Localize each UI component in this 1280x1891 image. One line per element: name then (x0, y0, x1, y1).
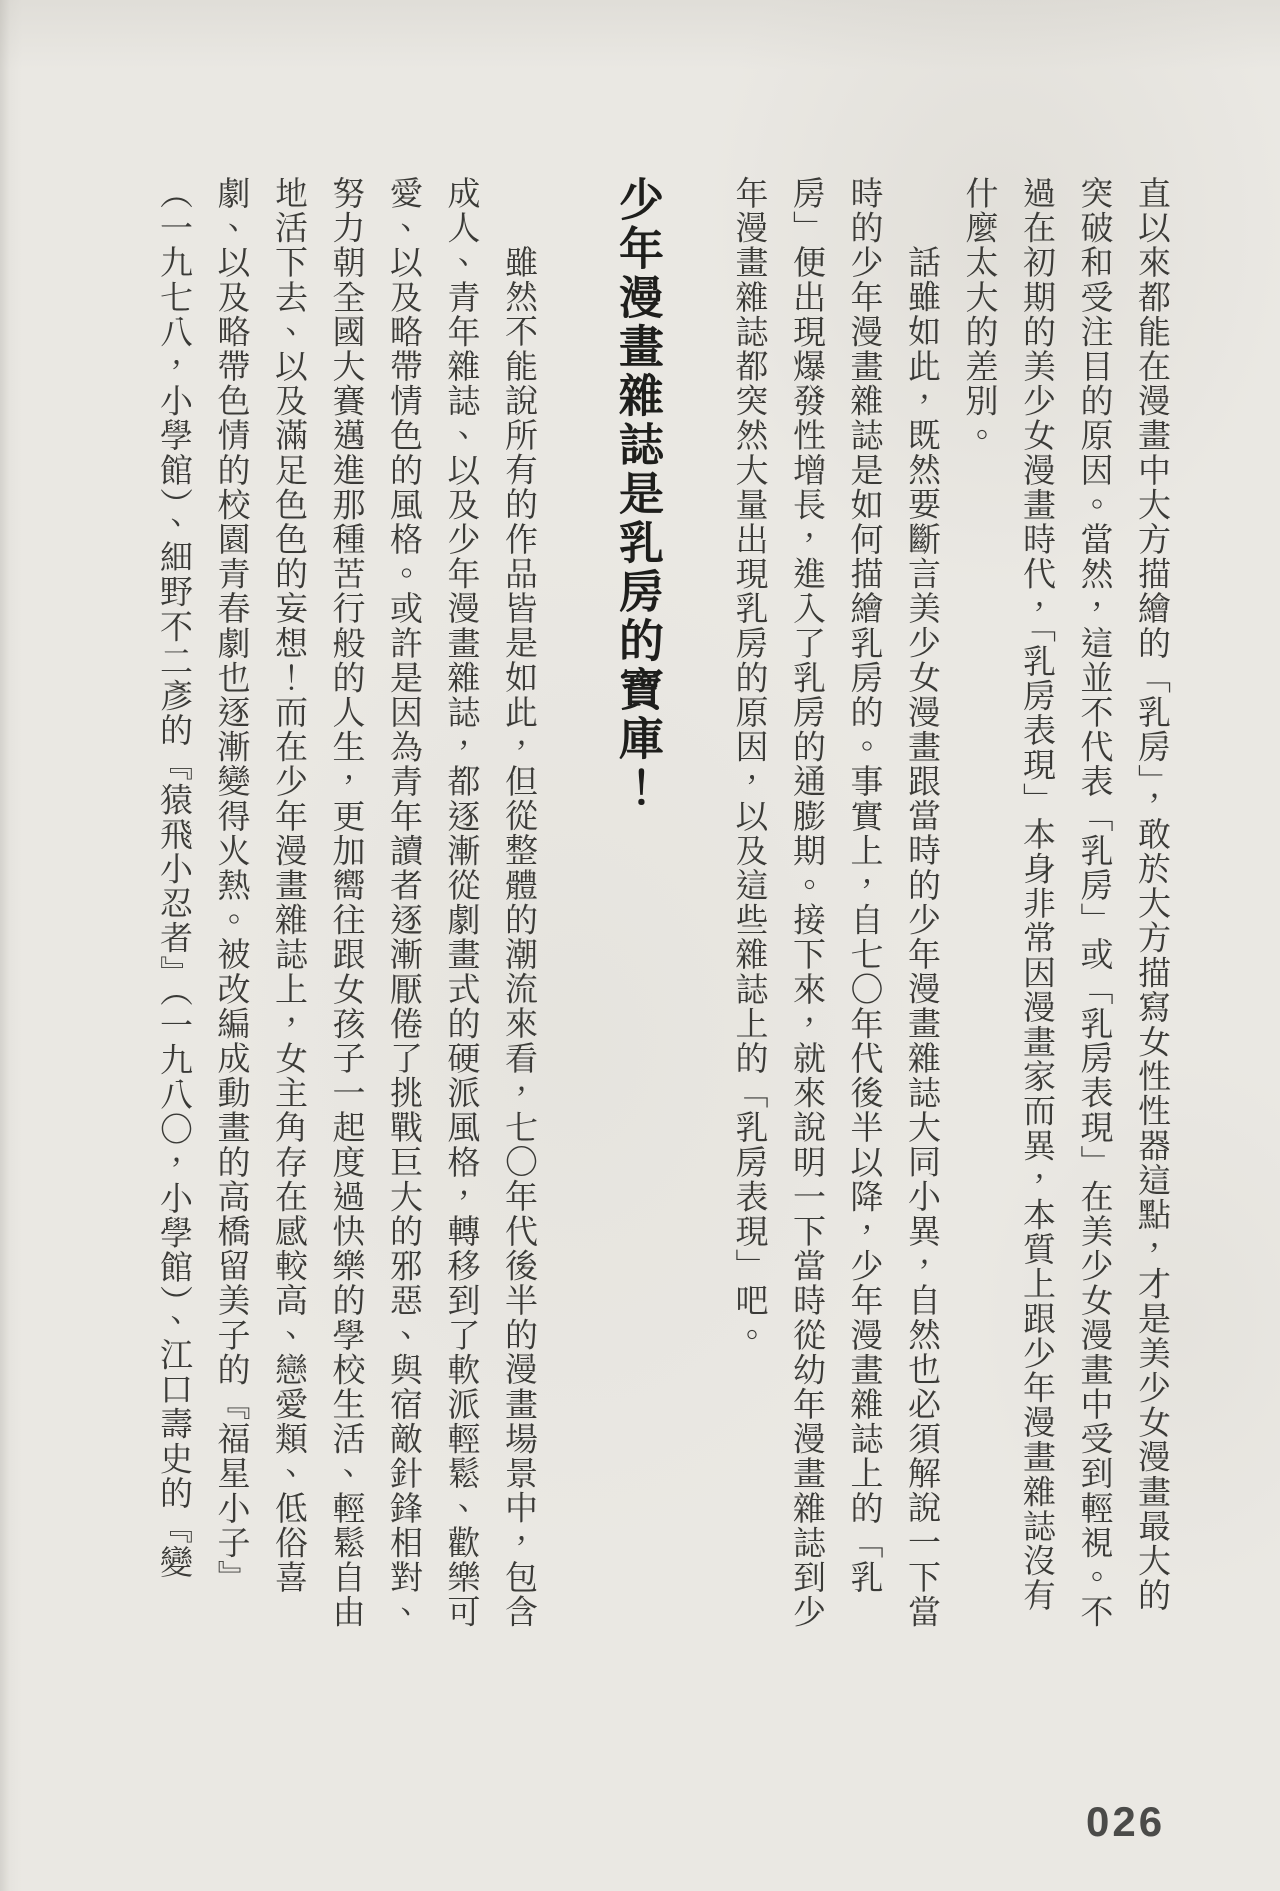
section-heading: 少年漫畫雜誌是乳房的寶庫！ (612, 176, 663, 813)
paragraph-1: 直以來都能在漫畫中大方描繪的「乳房」，敢於大方描寫女性性器這點，才是美少女漫畫最大的突破和受注目的原因。當然，這並不代表「乳房」或「乳房表現」在美少女漫畫中受到輕視。不過在初期的美少女漫畫時代，「乳房表現」本身非常因漫畫家而異，本質上跟少年漫畫雜誌沒有什麼太大的差別。 (960, 176, 1169, 1630)
paragraph-3: 雖然不能說所有的作品皆是如此，但從整體的潮流來看，七〇年代後半的漫畫場景中，包含成人、青年雜誌、以及少年漫畫雜誌，都逐漸從劇畫式的硬派風格，轉移到了軟派輕鬆、歡樂可愛、以及略帶情色的風格。或許是因為青年讀者逐漸厭倦了挑戰巨大的邪惡、與宿敵針鋒相對、努力朝全國大賽邁進那種苦行般的人生，更加嚮往跟女孩子一起度過快樂的學校生活、輕鬆自由地活下去、以及滿足色色的妄想！而在少年漫畫雜誌上，女主角存在感較高、戀愛類、低俗喜劇、以及略帶色情的校園青春劇也逐漸變得火熱。被改編成動畫的高橋留美子的『福星小子』（一九七八，小學館）、細野不二彥的『猿飛小忍者』（一九八〇，小學館）、江口壽史的『變 (155, 176, 536, 1630)
paragraph-2: 話雖如此，既然要斷言美少女漫畫跟當時的少年漫畫雜誌大同小異，自然也必須解說一下當時的少年漫畫雜誌是如何描繪乳房的。事實上，自七〇年代後半以降，少年漫畫雜誌上的「乳房」便出現爆發性增長，進入了乳房的通膨期。接下來，就來說明一下當時從幼年漫畫雜誌到少年漫畫雜誌都突然大量出現乳房的原因，以及這些雜誌上的「乳房表現」吧。 (730, 176, 939, 1630)
page-number: 026 (1086, 1798, 1166, 1845)
vertical-text-block (144, 176, 1180, 1642)
